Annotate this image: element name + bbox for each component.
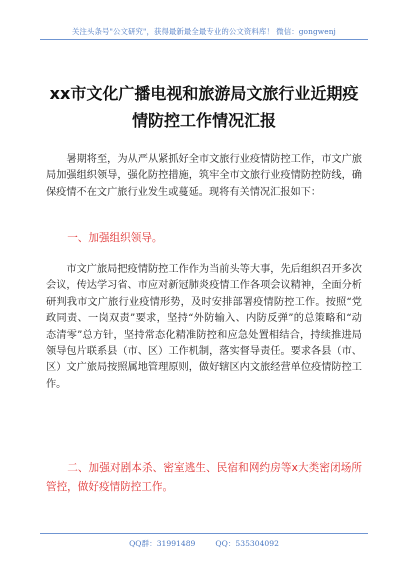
- footer-contact: [40, 538, 368, 549]
- section-1-heading: 一、加强组织领导。: [67, 232, 163, 244]
- section-2-heading: 二、加强对剧本杀、密室逃生、民宿和网约房等x大类密闭场所管控，做好疫情防控工作。: [46, 462, 362, 493]
- footer-qq-group: QQ群：31991489: [129, 539, 196, 548]
- intro-paragraph: 暑期将至，为从严从紧抓好全市文旅行业疫情防控工作，市文广旅局加强组织领导，强化防控措施，筑牢全市文旅行业疫情防控防线，确保疫情不在文广旅行业发生或蔓延。现将有关情况汇报如下：: [46, 154, 362, 198]
- footer-divider: [40, 533, 368, 534]
- document-title: xx市文化广播电视和旅游局文旅行业近期疫情防控工作情况汇报: [49, 84, 359, 130]
- footer-qq-number: QQ：535304092: [215, 539, 279, 548]
- section-1-body: 市文广旅局把疫情防控工作作为当前头等大事，先后组织召开多次会议，传达学习省、市应对新冠肺炎疫情工作各项会议精神，全面分析研判我市文广旅行业疫情形势，及时安排部署疫情防控工作。按照“党政同责、一岗双责”要求，坚持“外防输入、内防反弹”的总策略和“动态清零”总方针，坚持常态化精准防控和应急处置相结合，持续推进局领导包片联系县（市、区）工作机制，落实督导责任。要求各县（市、区）文广旅局按照属地管理原则，做好辖区内文旅经营单位疫情防控工作。: [46, 264, 362, 390]
- header-divider: [40, 39, 368, 40]
- header-promo-note: 关注头条号"公文研究"，获得最新最全最专业的公文资料库！ 微信：gongwenj: [72, 27, 336, 36]
